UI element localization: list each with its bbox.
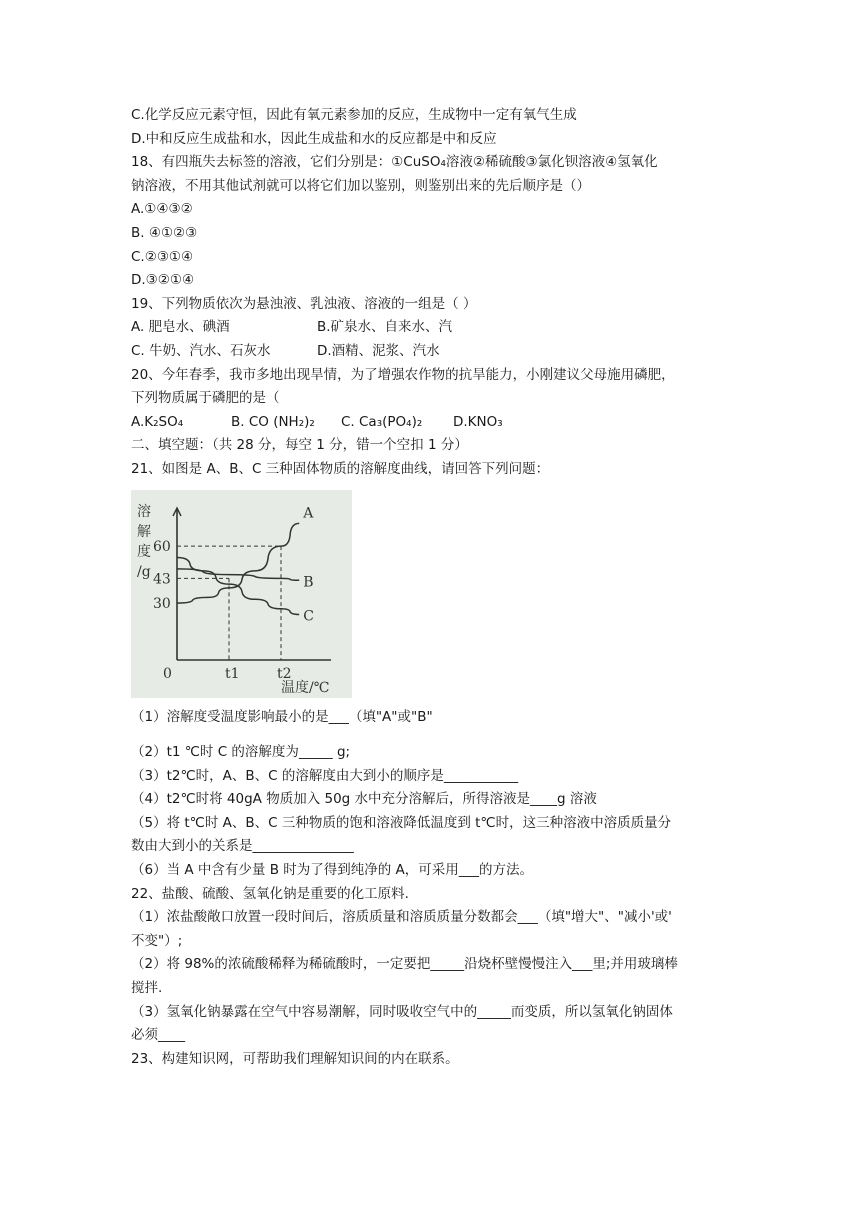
y-axis-label-char: 度 [137,543,151,560]
q20-option-d: D.KNO₃ [453,413,503,430]
q21-part5-line2: 数由大到小的关系是_______________ [131,838,354,855]
q19-option-c: C. 牛奶、汽水、石灰水 [131,342,271,359]
y-axis-label-char: 解 [137,523,151,540]
q21-part5-line1: （5）将 t℃时 A、B、C 三种物质的饱和溶液降低温度到 t℃时，这三种溶液中溶质质量分 [131,814,672,831]
x-tick-label: t1 [225,665,240,682]
q19-option-a: A. 肥皂水、碘酒 [131,319,230,336]
q23-stem: 23、构建知识网，可帮助我们理解知识间的内在联系。 [131,1050,459,1067]
q22-part3-line2: 必须____ [131,1027,185,1044]
q19-option-d: D.酒精、泥浆、汽水 [317,342,440,359]
q17-option-c: C.化学反应元素守恒，因此有氧元素参加的反应，生成物中一定有氧气生成 [131,107,577,123]
solubility-chart [131,490,352,698]
q20-stem-line2: 下列物质属于磷肥的是（ [131,390,280,407]
q20-option-b: B. CO (NH₂)₂ [231,413,315,430]
q20-option-c: C. Ca₃(PO₄)₂ [341,413,423,430]
x-tick-label: t2 [277,665,292,682]
section-heading: 二、填空题：（共 28 分，每空 1 分，错一个空扣 1 分） [131,437,468,454]
y-tick-label: 43 [153,570,171,587]
q21-part2: （2）t1 ℃时 C 的溶解度为_____ g; [131,744,351,761]
x-tick-label: 0 [163,665,172,682]
q22-stem: 22、盐酸、硫酸、氢氧化钠是重要的化工原料. [131,885,409,902]
solubility-chart-svg [131,490,352,698]
q18-option-c: C.②③①④ [131,248,194,265]
y-axis-label-char: /g [137,563,151,580]
q18-stem-line2: 钠溶液，不用其他试剂就可以将它们加以鉴别，则鉴别出来的先后顺序是（） [131,177,590,194]
q21-part6: （6）当 A 中含有少量 B 时为了得到纯净的 A，可采用___的方法。 [131,862,534,879]
q21-stem: 21、如图是 A、B、C 三种固体物质的溶解度曲线，请回答下列问题： [131,460,550,477]
document-page [131,104,741,1071]
q20-options [131,411,741,435]
q21-part1: （1）溶解度受温度影响最小的是___（填"A"或"B" [131,708,433,725]
q18-stem-line1: 18、有四瓶失去标签的溶液，它们分别是：①CuSO₄溶液②稀硫酸③氯化钡溶液④氢氧化 [131,154,658,171]
q22-part1-line1: （1）浓盐酸敞口放置一段时间后，溶质质量和溶质质量分数都会___（填"增大"、"减小'或' [131,909,672,926]
q19-stem: 19、下列物质依次为悬浊液、乳浊液、溶液的一组是（ ） [131,295,477,312]
y-axis-label-char: 溶 [137,503,151,520]
q22-part3-line1: （3）氢氧化钠暴露在空气中容易潮解，同时吸收空气中的_____而变质，所以氢氧化钠固体 [131,1003,673,1020]
q21-part3: （3）t2℃时，A、B、C 的溶解度由大到小的顺序是___________ [131,767,519,784]
q19-options-row1 [131,316,741,340]
q18-option-d: D.③②①④ [131,272,195,289]
q22-part2-line2: 搅拌. [131,980,163,997]
q17-option-d: D.中和反应生成盐和水，因此生成盐和水的反应都是中和反应 [131,130,497,147]
q22-part2-line1: （2）将 98%的浓硫酸稀释为稀硫酸时，一定要把_____沿烧杯壁慢慢注入___里;并用玻璃棒 [131,956,678,973]
q21-part4: （4）t2℃时将 40gA 物质加入 50g 水中充分溶解后，所得溶液是____g 溶液 [131,791,597,808]
q20-option-a: A.K₂SO₄ [131,413,184,430]
y-tick-label: 60 [153,538,171,555]
q19-option-b: B.矿泉水、自来水、汽 [317,319,453,336]
q18-option-a: A.①④③② [131,201,193,218]
series-c-label: C [303,607,314,624]
q20-stem-line1: 20、今年春季，我市多地出现旱情，为了增强农作物的抗旱能力，小刚建议父母施用磷肥， [131,366,675,383]
series-b-label: B [303,573,314,590]
y-tick-label: 30 [153,595,171,612]
q19-options-row2 [131,340,741,364]
q18-option-b: B. ④①②③ [131,224,198,241]
q22-part1-line2: 不变"）; [131,932,183,949]
series-a-label: A [303,504,314,521]
x-axis-label: 温度/℃ [281,679,330,696]
